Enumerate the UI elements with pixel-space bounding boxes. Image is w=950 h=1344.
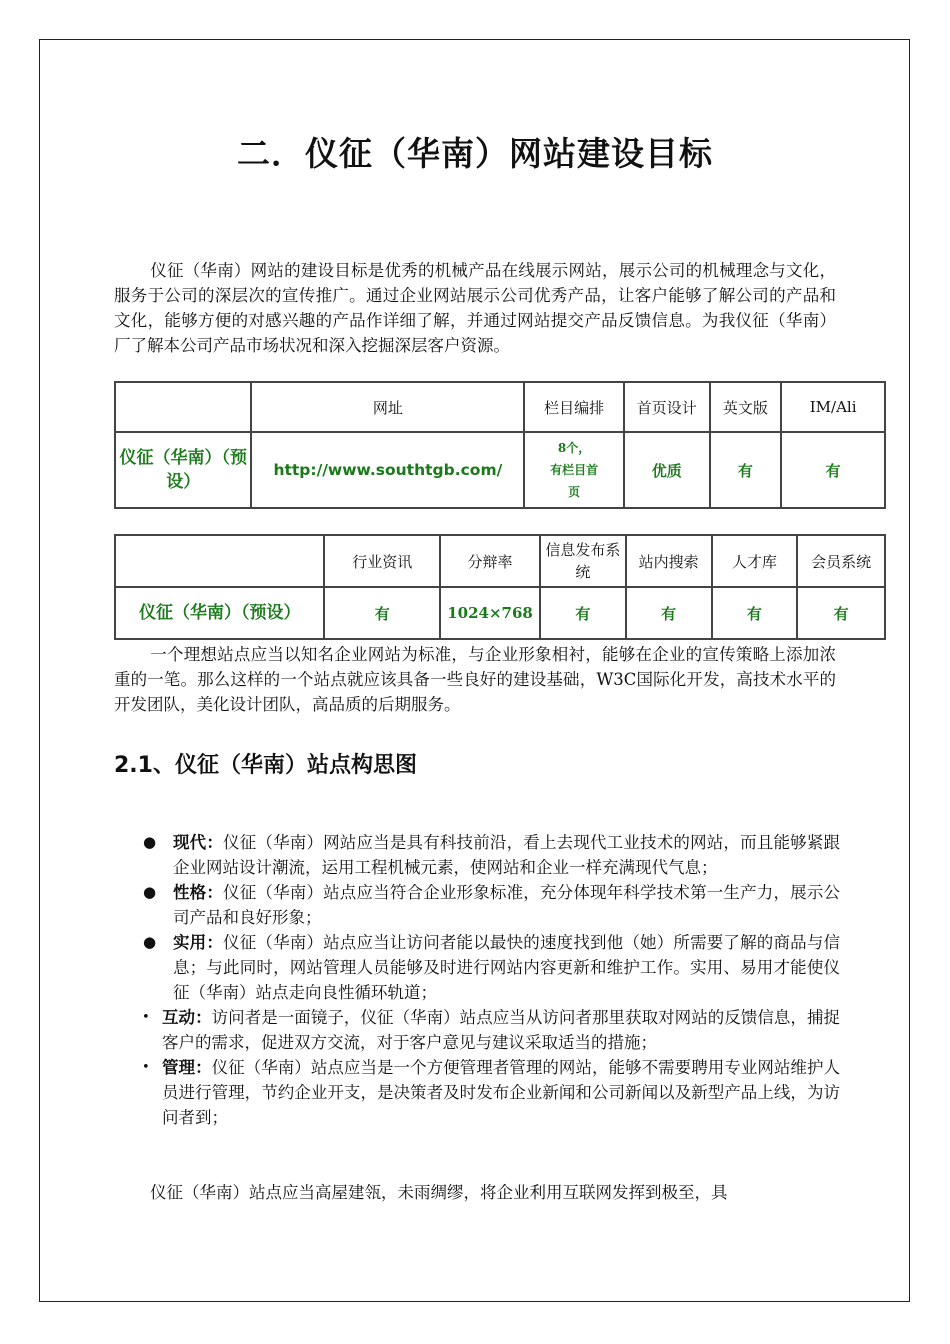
bullet-dot-icon: • — [142, 1060, 150, 1075]
bullet-dot-icon: • — [142, 1010, 150, 1025]
table1-row-name: 仪征（华南）（预设） — [115, 432, 251, 508]
list-item — [140, 830, 840, 880]
table2-header-empty — [115, 535, 324, 587]
page-title: 二．仪征（华南）网站建设目标 — [237, 134, 713, 173]
table2-row-member: 有 — [797, 587, 885, 639]
intro-text: 仪征（华南）网站的建设目标是优秀的机械产品在线展示网站，展示公司的机械理念与文化，服务于公司的深层次的宣传推广。通过企业网站展示公司优秀产品，让客户能够了解公司的产品和文化，能够方便的对感兴趣的产品作详细了解，并通过网站提交产品反馈信息。为我仪征（华南）厂了解本公司产品市场状况和深入挖掘深层客户资源。 — [114, 261, 836, 355]
table2-header-talent: 人才库 — [712, 535, 798, 587]
list-item-text: 仪征（华南）网站应当是具有科技前沿，看上去现代工业技术的网站，而且能够紧跟企业网站设计潮流，运用工程机械元素，使网站和企业一样充满现代气息； — [173, 833, 841, 877]
concept-list — [140, 830, 840, 1130]
bullet-dot-icon: ● — [143, 883, 157, 901]
table2-header-news: 行业资讯 — [324, 535, 440, 587]
table2-header-publish: 信息发布系统 — [540, 535, 626, 587]
table1-header-homepage: 首页设计 — [624, 382, 710, 432]
list-item-label: 现代： — [173, 833, 224, 852]
table2-row-resolution: 1024×768 — [440, 587, 540, 639]
table1-header-english: 英文版 — [710, 382, 782, 432]
table1-row-columns-line1: 8个， — [557, 441, 591, 455]
bullet-dot-icon: ● — [143, 933, 157, 951]
list-item-text: 仪征（华南）站点应当是一个方便管理者管理的网站，能够不需要聘用专业网站维护人员进行管理，节约企业开支，是决策者及时发布企业新闻和公司新闻以及新型产品上线，为访问者到； — [162, 1058, 841, 1127]
table2-row-search: 有 — [626, 587, 712, 639]
table1-header-columns: 栏目编排 — [524, 382, 624, 432]
list-item — [140, 1005, 840, 1055]
table2-header-search: 站内搜索 — [626, 535, 712, 587]
table1-row-im: 有 — [781, 432, 885, 508]
table1-row-homepage: 优质 — [624, 432, 710, 508]
list-item — [140, 930, 840, 1005]
table1-row-columns — [524, 432, 624, 508]
table2-row-publish: 有 — [540, 587, 626, 639]
table1-header-url: 网址 — [251, 382, 524, 432]
section-heading: 2.1、仪征（华南）站点构思图 — [114, 753, 417, 778]
table1-header-empty — [115, 382, 251, 432]
list-item-text: 仪征（华南）站点应当让访问者能以最快的速度找到他（她）所需要了解的商品与信息；与此同时，网站管理人员能够及时进行网站内容更新和维护工作。实用、易用才能使仪征（华南）站点走向良性循环轨道； — [173, 933, 841, 1002]
table1-header-im: IM/Ali — [781, 382, 885, 432]
features-table-2 — [114, 534, 886, 640]
table1-row-columns-line2: 有栏目首 — [550, 463, 599, 477]
table1-row-columns-line3: 页 — [568, 485, 581, 499]
features-table-1 — [114, 381, 886, 509]
list-item-label: 性格： — [173, 883, 224, 902]
list-item-text: 仪征（华南）站点应当符合企业形象标准，充分体现年科学技术第一生产力，展示公司产品和良好形象； — [173, 883, 841, 927]
after-tables-paragraph — [114, 642, 836, 717]
list-item-label: 实用： — [173, 933, 224, 952]
table2-row-news: 有 — [324, 587, 440, 639]
list-item-text: 访问者是一面镜子，仪征（华南）站点应当从访问者那里获取对网站的反馈信息，捕捉客户的需求，促进双方交流，对于客户意见与建议采取适当的措施； — [162, 1008, 841, 1052]
bullet-dot-icon: ● — [143, 833, 157, 851]
table2-header-member: 会员系统 — [797, 535, 885, 587]
table2-row-talent: 有 — [712, 587, 798, 639]
list-item — [140, 1055, 840, 1130]
list-item — [140, 880, 840, 930]
intro-paragraph — [114, 258, 836, 358]
closing-line: 仪征（华南）站点应当高屋建瓴，未雨绸缪，将企业利用互联网发挥到极至，具 — [150, 1183, 728, 1202]
list-item-label: 管理： — [162, 1058, 212, 1077]
table1-row-url: http://www.southtgb.com/ — [251, 432, 524, 508]
after-tables-text: 一个理想站点应当以知名企业网站为标准，与企业形象相衬，能够在企业的宣传策略上添加浓重的一笔。那么这样的一个站点就应该具备一些良好的建设基础，W3C国际化开发，高技术水平的开发团队，美化设计团队，高品质的后期服务。 — [114, 645, 836, 714]
table2-row-name: 仪征（华南）（预设） — [115, 587, 324, 639]
table2-header-resolution: 分辩率 — [440, 535, 540, 587]
table1-row-english: 有 — [710, 432, 782, 508]
list-item-label: 互动： — [162, 1008, 212, 1027]
